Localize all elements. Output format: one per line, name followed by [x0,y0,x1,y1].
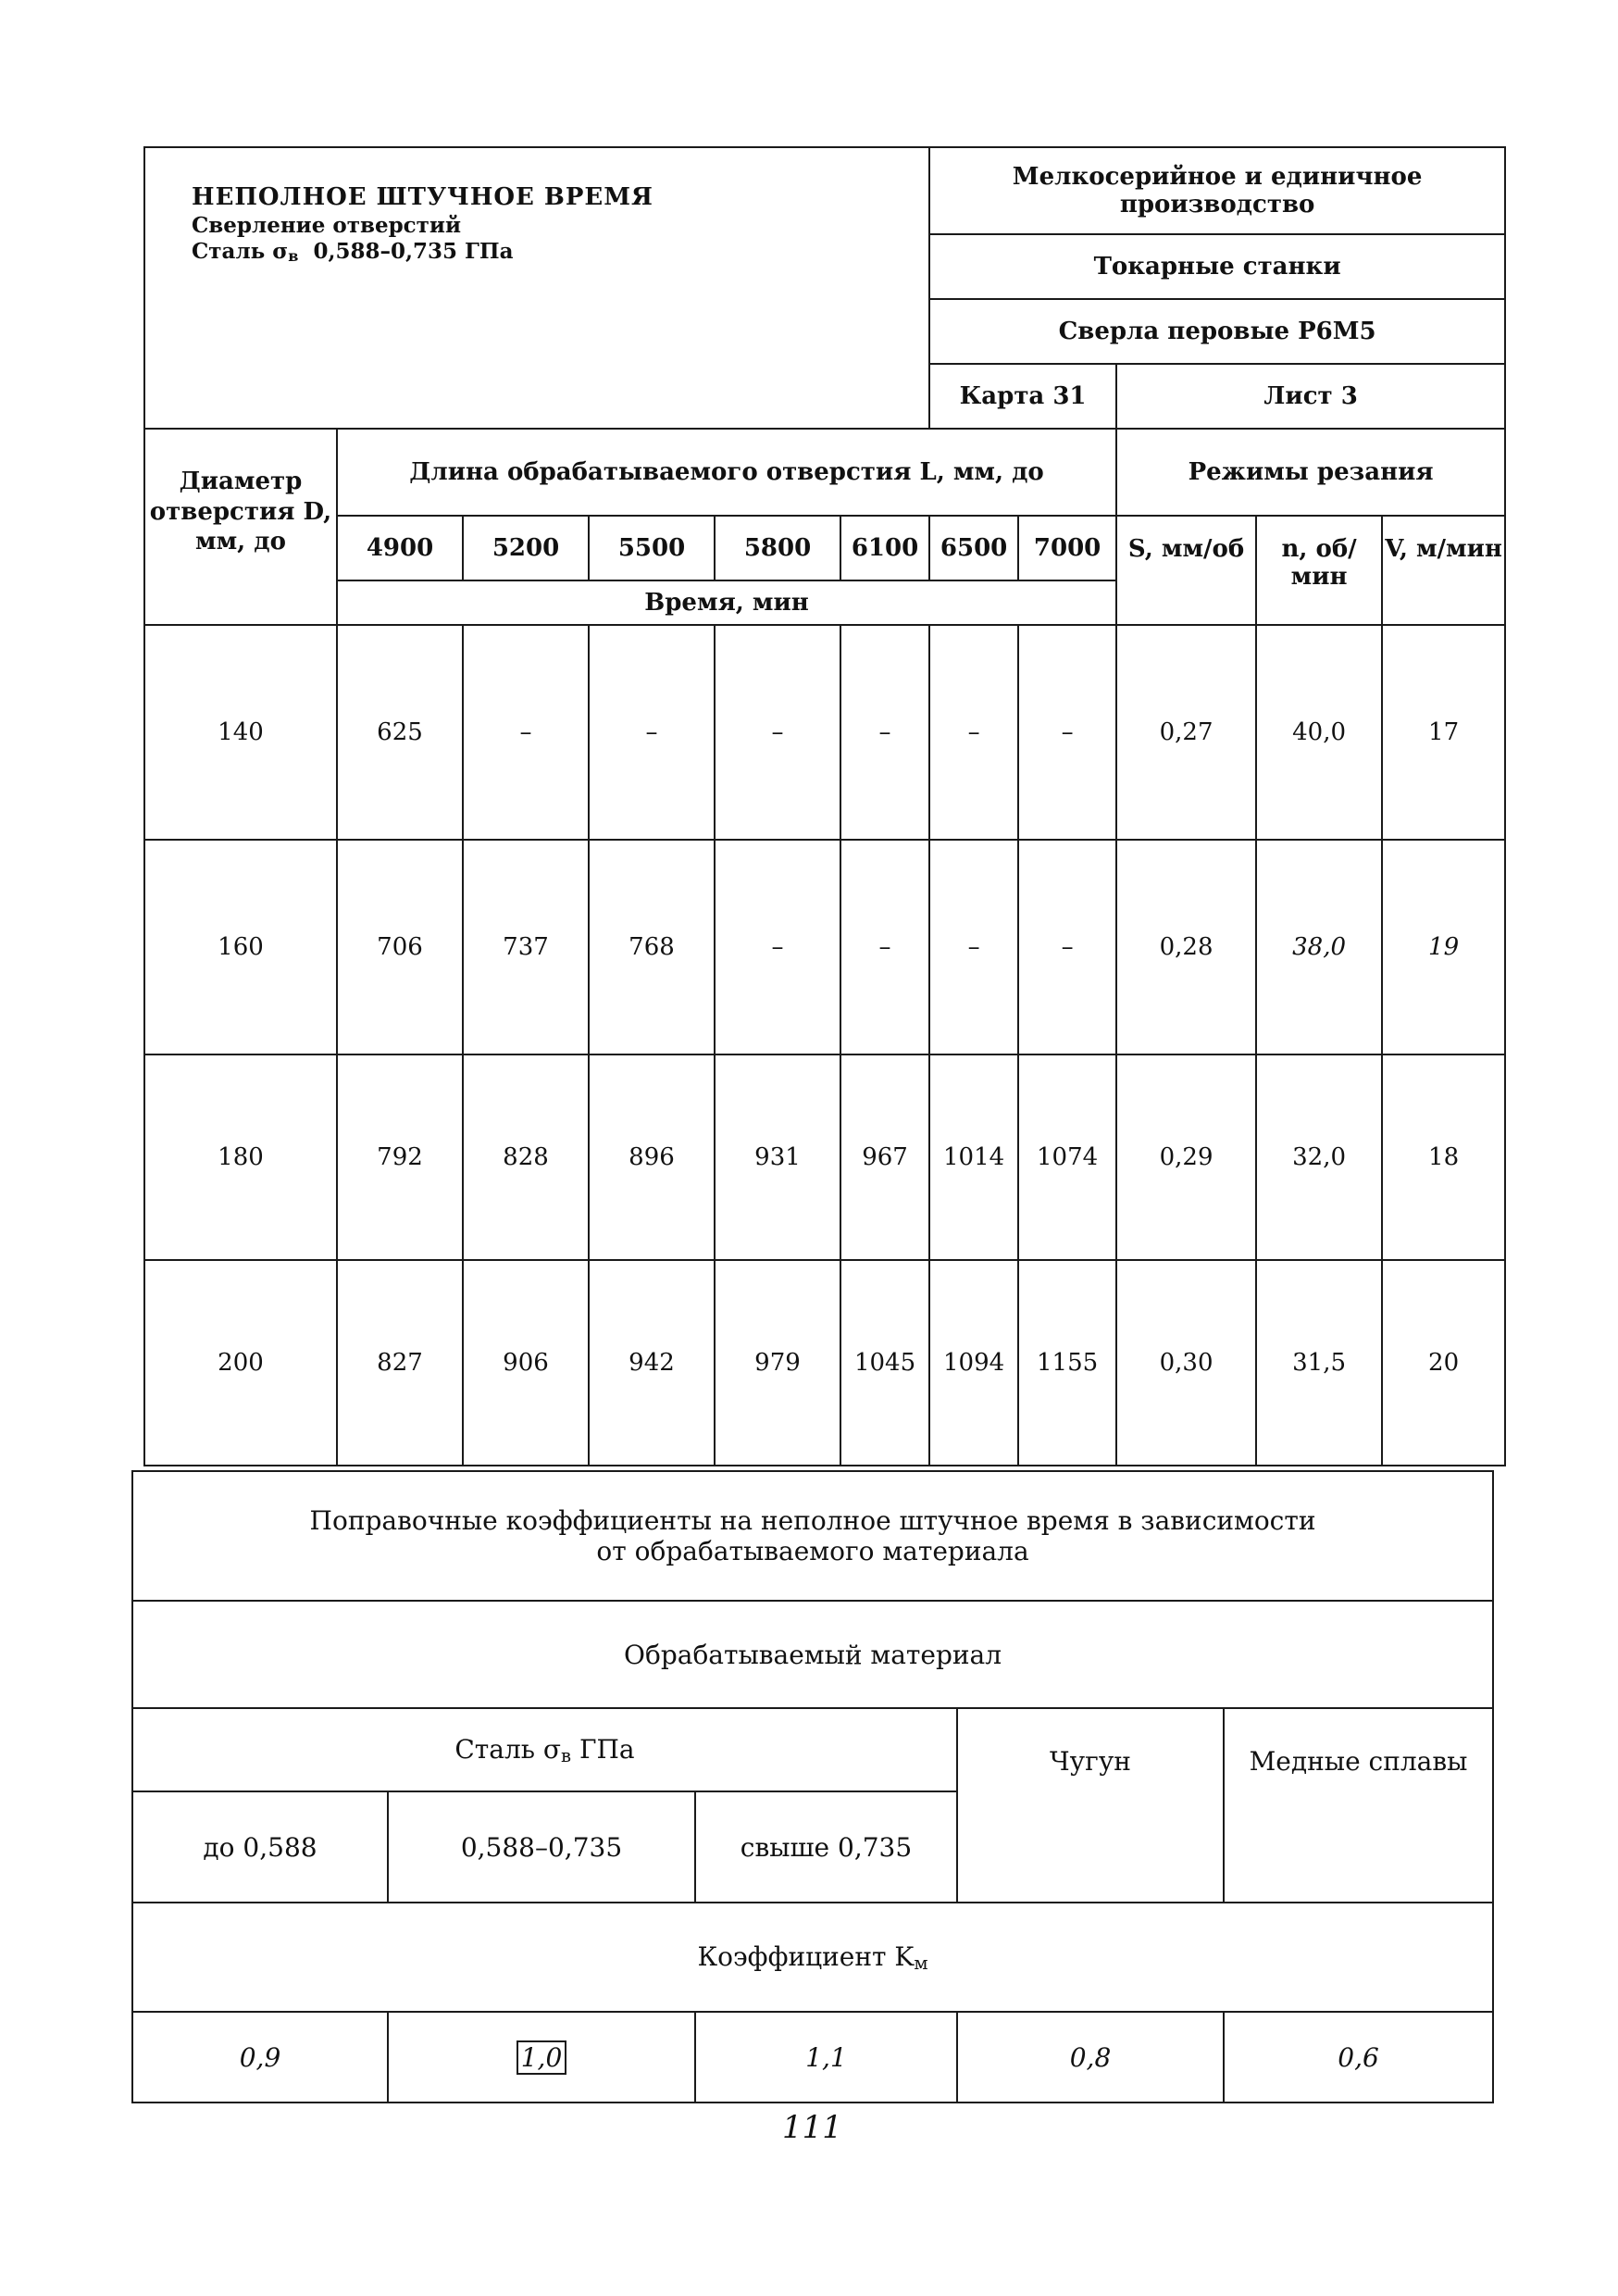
production-type: Мелкосерийное и единичное производство [929,147,1505,234]
length-header: Длина обрабатываемого отверстия L, мм, до [337,429,1116,516]
speed-cell: 20 [1382,1260,1505,1466]
coef-steel-mid: 1,0 [388,2012,695,2103]
time-cell: – [1018,625,1116,840]
coefficients-title: Поправочные коэффициенты на неполное штучное время в зависимости от обрабатываемого материала [132,1471,1493,1601]
table-row [144,1260,1505,1466]
coef-steel-high: 1,1 [695,2012,957,2103]
speed-cell: 18 [1382,1054,1505,1260]
main-table [143,146,1506,1466]
coefficient-label: Коэффициент Kм [132,1903,1493,2012]
feed-cell: 0,27 [1116,625,1256,840]
time-header: Время, мин [337,580,1116,625]
modes-header: Режимы резания [1116,429,1505,516]
rpm-cell: 31,5 [1256,1260,1382,1466]
length-6500: 6500 [929,516,1018,580]
standard-card [143,146,1504,1466]
speed-rpm-header: n, об/мин [1256,516,1382,625]
cast-iron-header: Чугун [957,1708,1224,1903]
page-number: 111 [782,2109,842,2146]
rpm-cell: 40,0 [1256,625,1382,840]
card-title-block [144,147,929,429]
steel-range-low: до 0,588 [132,1791,388,1903]
machine-type: Токарные станки [929,234,1505,299]
feed-header: S, мм/об [1116,516,1256,625]
speed-cell: 17 [1382,625,1505,840]
diameter-cell: 180 [144,1054,337,1260]
coef-cast-iron: 0,8 [957,2012,1224,2103]
time-cell: 896 [589,1054,715,1260]
cutting-speed-header: V, м/мин [1382,516,1505,625]
diameter-cell: 200 [144,1260,337,1466]
time-cell: – [715,840,840,1054]
time-cell: 931 [715,1054,840,1260]
steel-range-mid: 0,588–0,735 [388,1791,695,1903]
length-5800: 5800 [715,516,840,580]
time-cell: – [840,625,929,840]
time-cell: 1155 [1018,1260,1116,1466]
time-cell: 942 [589,1260,715,1466]
card-material: Сталь σв 0,588–0,735 ГПа [192,238,514,265]
feed-cell: 0,30 [1116,1260,1256,1466]
time-cell: 1014 [929,1054,1018,1260]
time-cell: 1094 [929,1260,1018,1466]
card-title: НЕПОЛНОЕ ШТУЧНОЕ ВРЕМЯ [192,183,653,211]
time-cell: 1045 [840,1260,929,1466]
time-cell: 792 [337,1054,463,1260]
speed-cell: 19 [1382,840,1505,1054]
tool-type: Сверла перовые Р6М5 [929,299,1505,364]
steel-range-high: свыше 0,735 [695,1791,957,1903]
diameter-cell: 160 [144,840,337,1054]
diameter-header: Диаметр отверстия D, мм, до [144,429,337,625]
feed-cell: 0,28 [1116,840,1256,1054]
time-cell: 828 [463,1054,589,1260]
card-number: Карта 31 [929,364,1116,429]
card-subtitle: Сверление отверстий [192,212,462,238]
table-row [144,625,1505,840]
table-row [144,840,1505,1054]
material-header: Обрабатываемый материал [132,1601,1493,1708]
copper-alloys-header: Медные сплавы [1224,1708,1493,1903]
time-cell: – [929,625,1018,840]
feed-cell: 0,29 [1116,1054,1256,1260]
time-cell: 967 [840,1054,929,1260]
rpm-cell: 38,0 [1256,840,1382,1054]
length-7000: 7000 [1018,516,1116,580]
time-cell: – [715,625,840,840]
time-cell: 906 [463,1260,589,1466]
time-cell: 827 [337,1260,463,1466]
rpm-cell: 32,0 [1256,1054,1382,1260]
length-6100: 6100 [840,516,929,580]
time-cell: – [589,625,715,840]
time-cell: 979 [715,1260,840,1466]
length-5200: 5200 [463,516,589,580]
time-cell: 706 [337,840,463,1054]
length-5500: 5500 [589,516,715,580]
time-cell: – [840,840,929,1054]
coef-steel-low: 0,9 [132,2012,388,2103]
time-cell: 768 [589,840,715,1054]
sheet-number: Лист 3 [1116,364,1505,429]
correction-coefficients [131,1470,1492,2103]
length-4900: 4900 [337,516,463,580]
table-row [144,1054,1505,1260]
time-cell: – [929,840,1018,1054]
time-cell: 625 [337,625,463,840]
diameter-cell: 140 [144,625,337,840]
coefficients-table [131,1470,1494,2103]
steel-header: Сталь σв ГПа [132,1708,957,1791]
coef-copper: 0,6 [1224,2012,1493,2103]
time-cell: – [1018,840,1116,1054]
time-cell: – [463,625,589,840]
time-cell: 737 [463,840,589,1054]
time-cell: 1074 [1018,1054,1116,1260]
